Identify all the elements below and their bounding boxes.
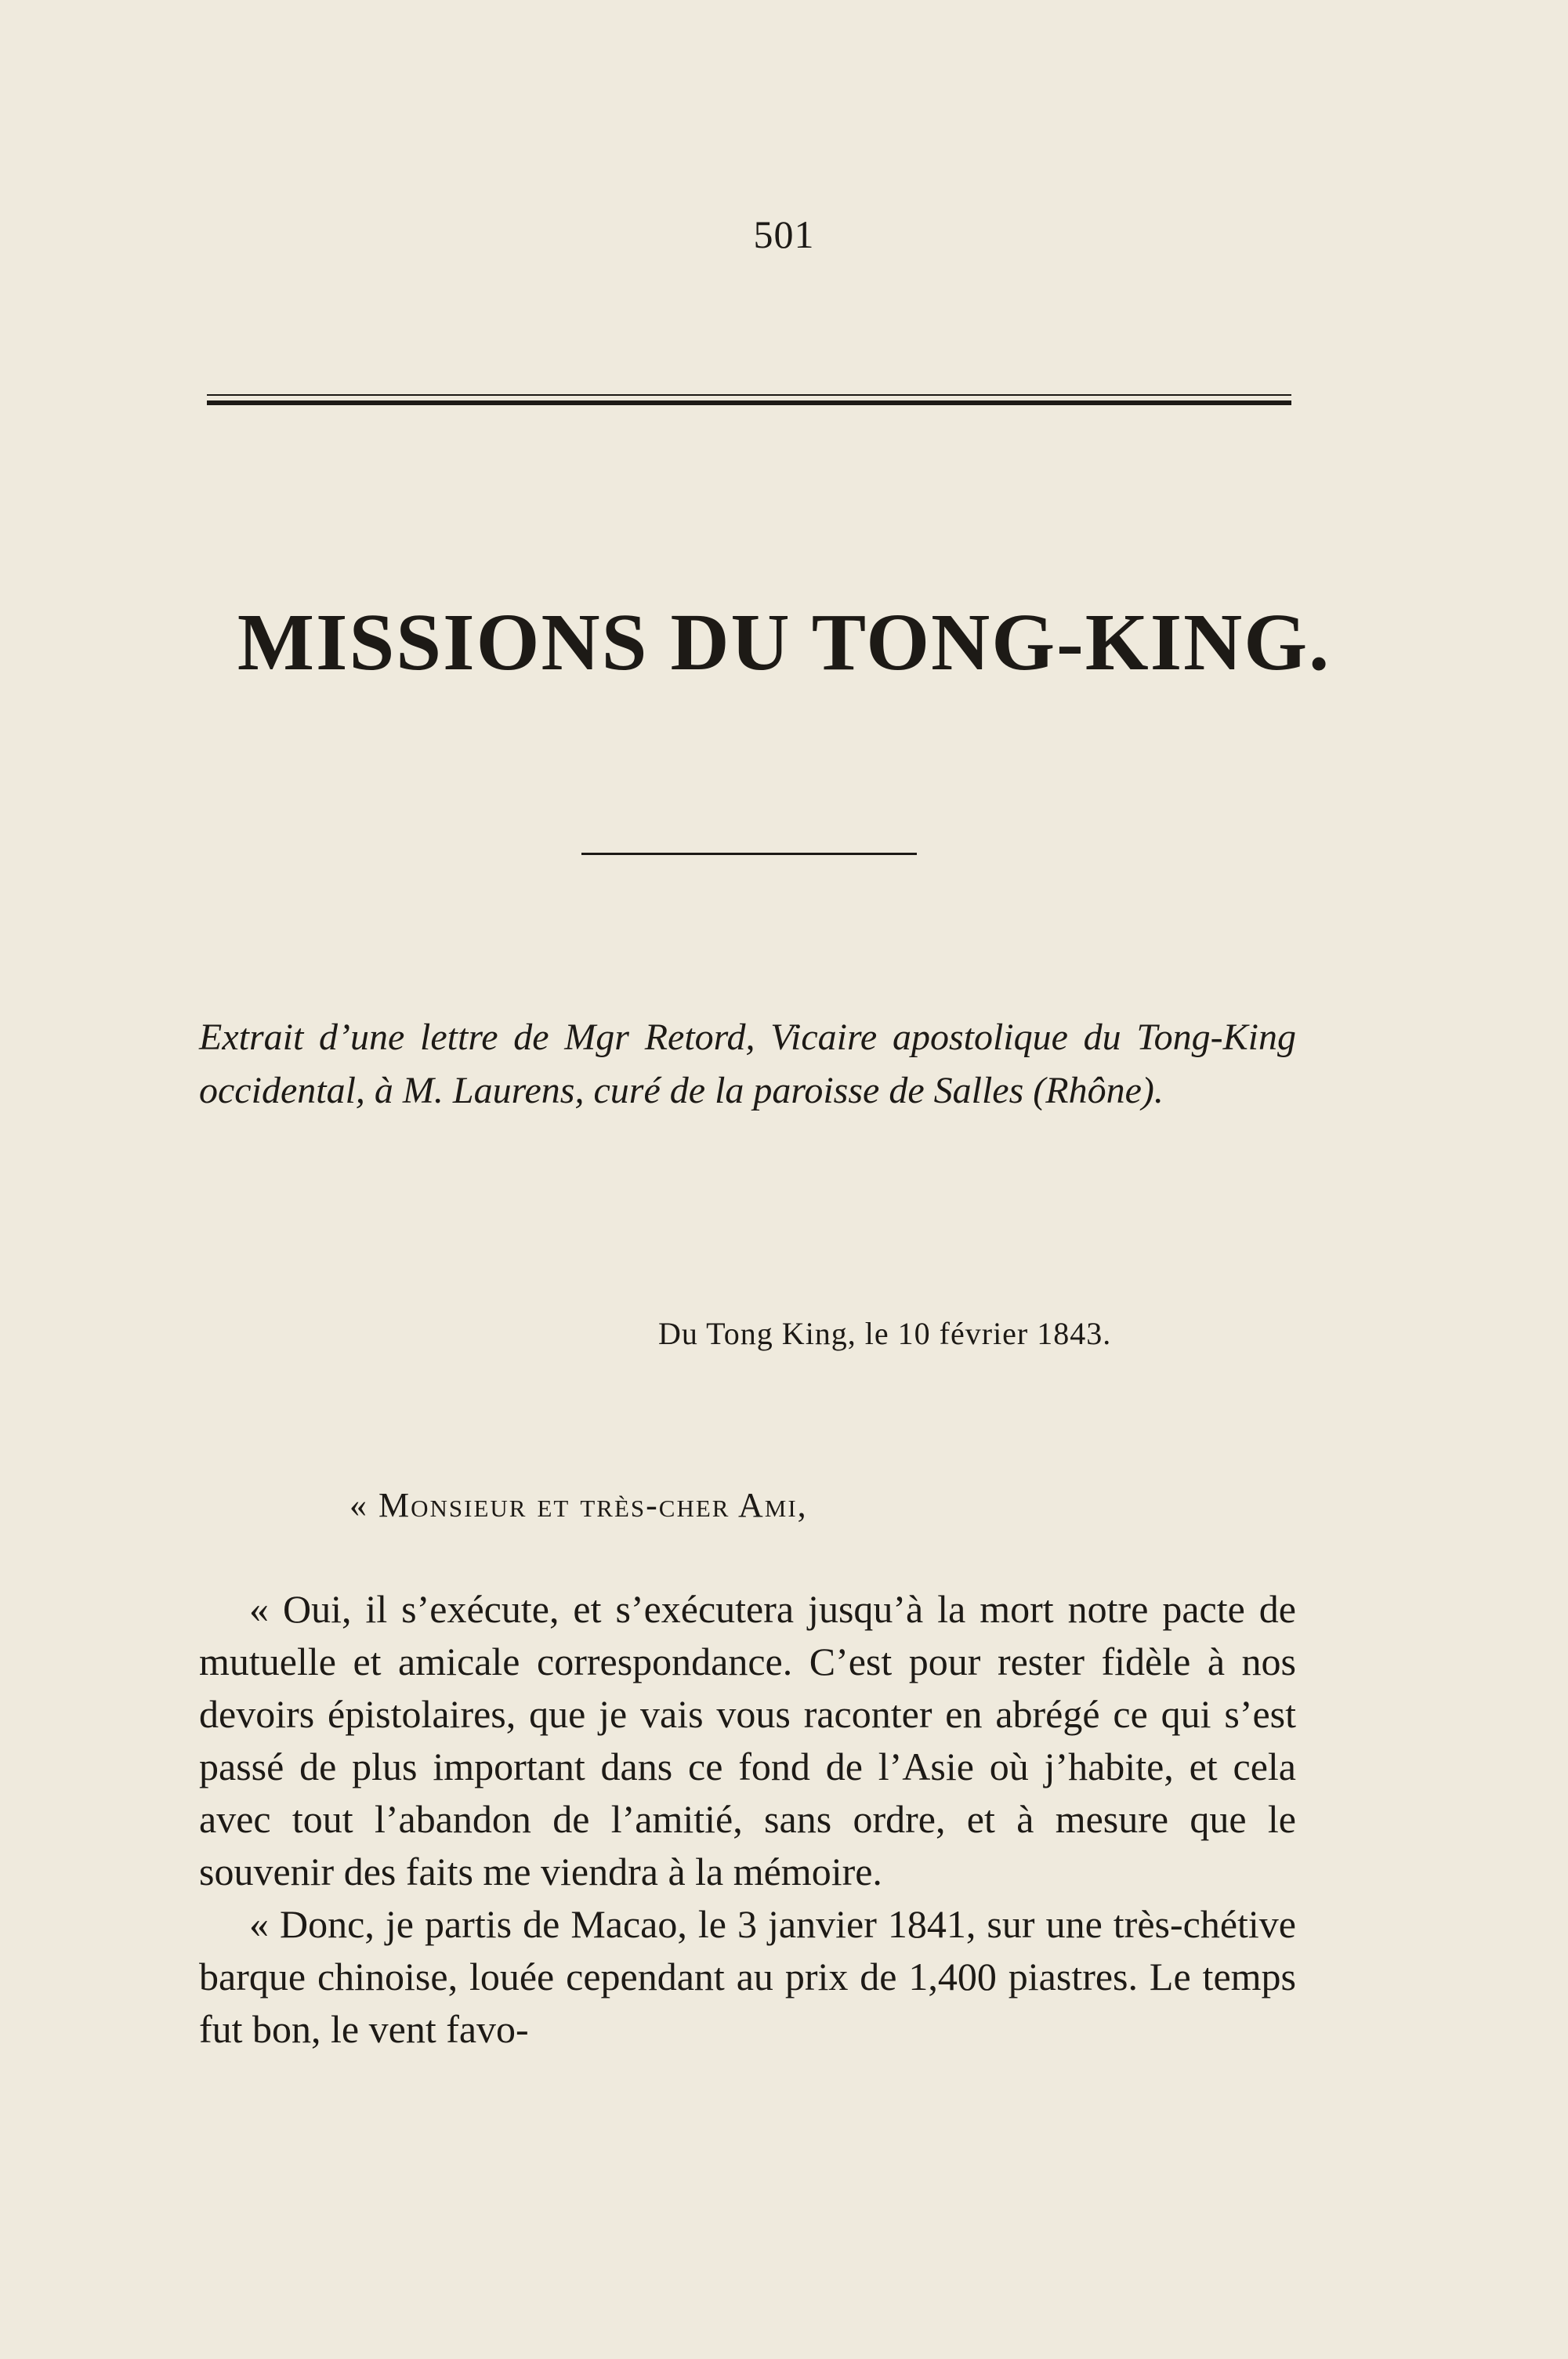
extract-heading: Extrait d’une lettre de Mgr Retord, Vicaire apostolique du Tong-King occidental, à M. Laurens, curé de la paroisse de Salles (Rhône). bbox=[199, 1016, 1296, 1111]
paragraph: « Oui, il s’exécute, et s’exécutera jusqu’à la mort notre pacte de mutuelle et amicale correspondance. C’est pour rester fidèle à nos devoirs épistolaires, que je vais vous raconter en abrégé ce qui s’est passé de plus important dans ce fond de l’Asie où j’habite, et cela avec tout l’abandon de l’amitié, sans ordre, et à mesure que le souvenir des faits me viendra à la mémoire. bbox=[199, 1587, 1296, 1893]
section-title: MISSIONS DU TONG-KING. bbox=[237, 597, 1331, 687]
top-rule bbox=[207, 400, 1291, 405]
paragraph: « Donc, je partis de Macao, le 3 janvier 1841, sur une très-chétive barque chinoise, louée cependant au prix de 1,400 piastres. Le temps fut bon, le vent favo- bbox=[199, 1902, 1296, 2051]
salutation: « Monsieur et très-cher Ami, bbox=[349, 1486, 808, 1524]
title-rule bbox=[581, 853, 917, 855]
page-number: 501 bbox=[753, 212, 815, 256]
dateline: Du Tong King, le 10 février 1843. bbox=[658, 1316, 1112, 1351]
body-text bbox=[199, 1583, 1296, 2056]
